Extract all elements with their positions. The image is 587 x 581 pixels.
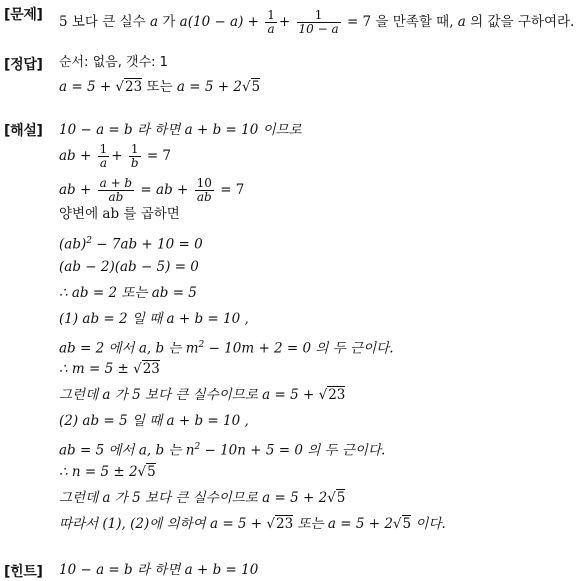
solution-line-4: 양변에 ab 를 곱하면	[59, 206, 180, 222]
solution-line-10: ∴ m = 5 ± √23	[59, 361, 160, 377]
solution-label: [해설]	[4, 123, 43, 139]
solution-line-11: 그런데 a 가 5 보다 큰 실수이므로 a = 5 + √23	[59, 387, 346, 403]
problem-text: 5 보다 큰 실수 a 가 a(10 − a) + $\frac{1}{a}$ + $\frac{1}{10 - a}$ = 7 을 만족할 때, a 의 값을 구하여라.	[59, 8, 575, 36]
solution-line-13: ab = 5 에서 a, b 는 $n^2 - 10n + 5 = 0$ 의 두 근이다.	[59, 442, 386, 459]
solution-line-5: (ab)$^2$ − 7ab + 10 = 0	[59, 236, 203, 253]
hint-text: 10 − a = b 라 하면 a + b = 10	[59, 562, 259, 578]
solution-line-6: (ab − 2)(ab − 5) = 0	[59, 259, 199, 275]
solution-line-3: ab + $\frac{a + b}{ab}$ = ab + $\frac{10}{ab}$ = 7	[59, 176, 245, 204]
solution-line-1: 10 − a = b 라 하면 a + b = 10 이므로	[59, 122, 302, 138]
fraction-1-over-10-minus-a: $\frac{1}{10 - a}$	[298, 8, 339, 36]
solution-line-12: (2) ab = 5 일 때 a + b = 10 ,	[59, 413, 249, 429]
solution-line-9: ab = 2 에서 a, b 는 $m^2 - 10m + 2 = 0$ 의 두 근이다.	[59, 340, 394, 357]
answer-order: 순서: 없음, 갯수: 1	[59, 55, 168, 70]
solution-line-7: ∴ ab = 2 또는 ab = 5	[59, 285, 197, 301]
answer-label: [정답]	[4, 57, 43, 73]
fraction-1-over-a: $\frac{1}{a}$	[267, 8, 275, 36]
solution-line-2: ab + $\frac{1}{a}$ + $\frac{1}{b}$ = 7	[59, 142, 172, 170]
solution-line-14: ∴ n = 5 ± 2√5	[59, 464, 156, 480]
answer-values: a = 5 + √23 또는 a = 5 + 2√5	[59, 79, 261, 95]
solution-line-16: 따라서 (1), (2)에 의하여 a = 5 + √23 또는 a = 5 + 2√5 이다.	[59, 516, 446, 532]
problem-label: [문제]	[4, 7, 43, 23]
solution-line-15: 그런데 a 가 5 보다 큰 실수이므로 a = 5 + 2√5	[59, 490, 346, 506]
solution-line-8: (1) ab = 2 일 때 a + b = 10 ,	[59, 311, 249, 327]
hint-label: [힌트]	[4, 564, 43, 580]
